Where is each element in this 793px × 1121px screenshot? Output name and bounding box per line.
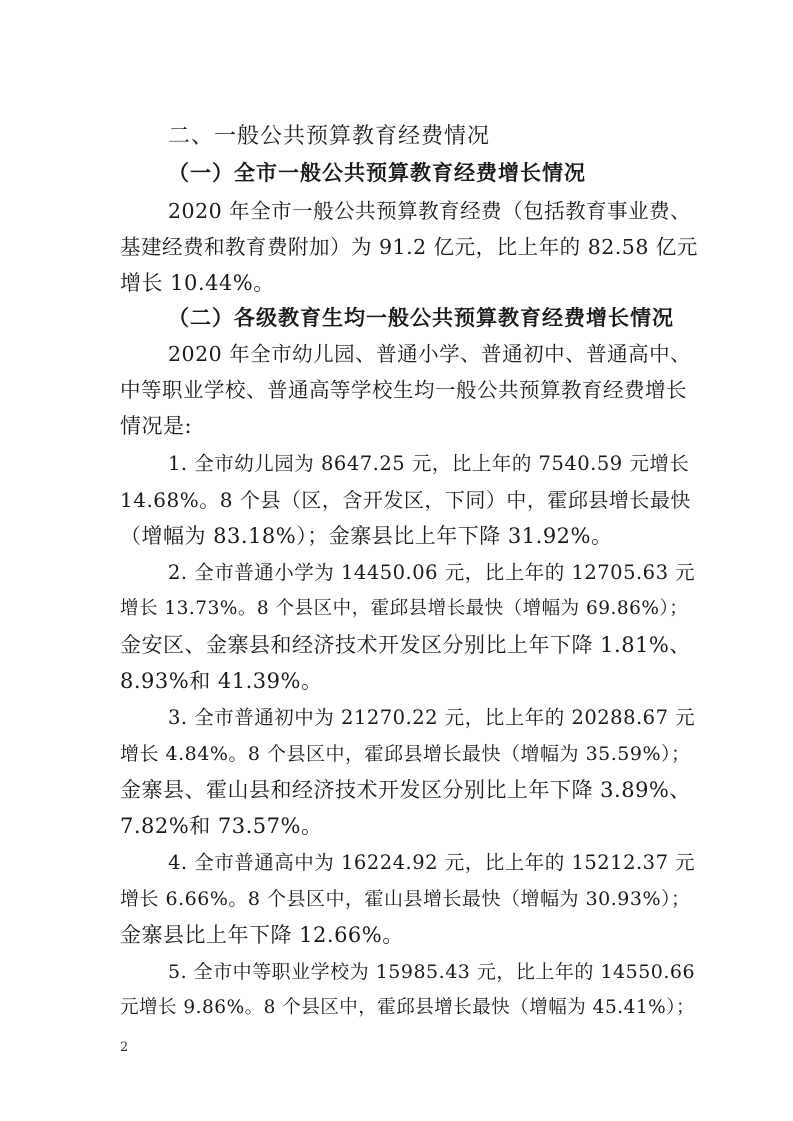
list-item-line: 4. 全市普通高中为 16224.92 元，比上年的 15212.37 元: [168, 851, 696, 874]
subsection-heading-2: （二）各级教育生均一般公共预算教育经费增长情况: [168, 305, 674, 330]
paragraph-line: 2020 年全市一般公共预算教育经费（包括教育事业费、: [168, 199, 692, 223]
paragraph-line: 2020 年全市幼儿园、普通小学、普通初中、普通高中、: [168, 342, 692, 366]
paragraph-line: 基建经费和教育费附加）为 91.2 亿元，比上年的 82.58 亿元: [120, 235, 698, 259]
list-item-line: 5. 全市中等职业学校为 15985.43 元，比上年的 14550.66: [168, 961, 696, 983]
list-item-line: （增幅为 83.18%）；金寨县比上年下降 31.92%。: [120, 524, 613, 548]
list-item-line: 元增长 9.86%。8 个县区中，霍邱县增长最快（增幅为 45.41%）；: [120, 997, 695, 1018]
list-item-line: 金安区、金寨县和经济技术开发区分别比上年下降 1.81%、: [120, 633, 691, 657]
list-item-line: 2. 全市普通小学为 14450.06 元，比上年的 12705.63 元: [168, 561, 696, 584]
page-number: 2: [120, 1040, 129, 1055]
section-heading: 二、一般公共预算教育经费情况: [168, 124, 491, 149]
paragraph-line: 中等职业学校、普通高等学校生均一般公共预算教育经费增长: [120, 378, 687, 402]
list-item-line: 金寨县、霍山县和经济技术开发区分别比上年下降 3.89%、: [120, 778, 691, 802]
list-item-line: 14.68%。8 个县（区，含开发区，下同）中，霍邱县增长最快: [120, 488, 691, 512]
list-item-line: 3. 全市普通初中为 21270.22 元，比上年的 20288.67 元: [168, 706, 696, 729]
list-item-line: 增长 4.84%。8 个县区中，霍邱县增长最快（增幅为 35.59%）；: [120, 743, 691, 765]
list-item-line: 7.82%和 73.57%。: [120, 814, 323, 838]
list-item-line: 1. 全市幼儿园为 8647.25 元，比上年的 7540.59 元增长: [168, 452, 690, 475]
list-item-line: 增长 6.66%。8 个县区中，霍山县增长最快（增幅为 30.93%）；: [120, 888, 691, 910]
subsection-heading-1: （一）全市一般公共预算教育经费增长情况: [168, 160, 586, 185]
paragraph-line: 情况是:: [120, 414, 193, 438]
list-item-line: 金寨县比上年下降 12.66%。: [120, 923, 404, 947]
list-item-line: 8.93%和 41.39%。: [120, 669, 323, 693]
paragraph-line: 增长 10.44%。: [120, 271, 275, 295]
list-item-line: 增长 13.73%。8 个县区中，霍邱县增长最快（增幅为 69.86%）；: [120, 598, 689, 619]
